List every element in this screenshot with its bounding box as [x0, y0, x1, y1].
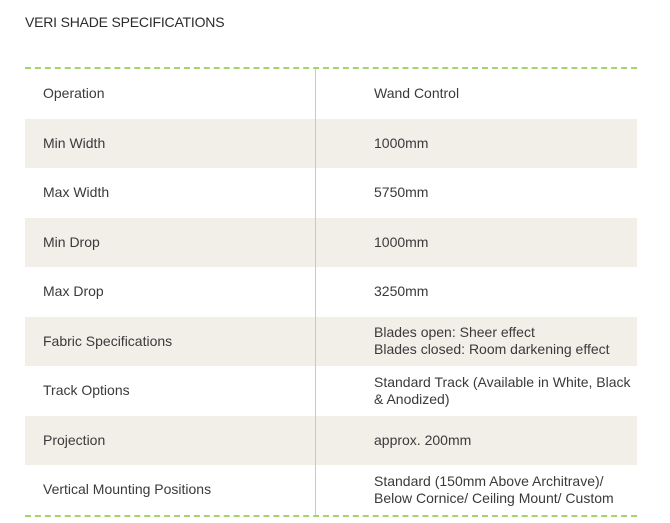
- table-row: [25, 168, 637, 218]
- spec-label: Track Options: [43, 382, 130, 399]
- spec-label: Max Width: [43, 184, 110, 201]
- table-row: [25, 465, 637, 515]
- table-row: [25, 218, 637, 268]
- spec-value: 1000mm: [374, 134, 429, 151]
- page-title: VERI SHADE SPECIFICATIONS: [25, 14, 225, 30]
- spec-value: Standard Track (Available in White, Black & Anodized): [374, 373, 631, 407]
- specifications-table: [25, 67, 637, 517]
- column-divider: [315, 69, 316, 515]
- spec-value: 1000mm: [374, 233, 429, 250]
- table-row: [25, 267, 637, 317]
- spec-label: Fabric Specifications: [43, 332, 173, 349]
- spec-label: Max Drop: [43, 283, 104, 300]
- table-row: [25, 416, 637, 466]
- spec-value: approx. 200mm: [374, 431, 472, 448]
- spec-value: Blades open: Sheer effect Blades closed: Room darkening effect: [374, 324, 610, 358]
- spec-label: Operation: [43, 85, 105, 102]
- spec-value: Wand Control: [374, 85, 460, 102]
- spec-label: Min Drop: [43, 233, 100, 250]
- spec-label: Vertical Mounting Positions: [43, 481, 212, 498]
- spec-value: 5750mm: [374, 184, 429, 201]
- spec-label: Min Width: [43, 134, 106, 151]
- spec-label: Projection: [43, 431, 106, 448]
- table-row: [25, 119, 637, 169]
- table-row: [25, 69, 637, 119]
- spec-value: 3250mm: [374, 283, 429, 300]
- table-row: [25, 366, 637, 416]
- spec-value: Standard (150mm Above Architrave)/ Below Cornice/ Ceiling Mount/ Custom: [374, 472, 614, 506]
- table-row: [25, 317, 637, 367]
